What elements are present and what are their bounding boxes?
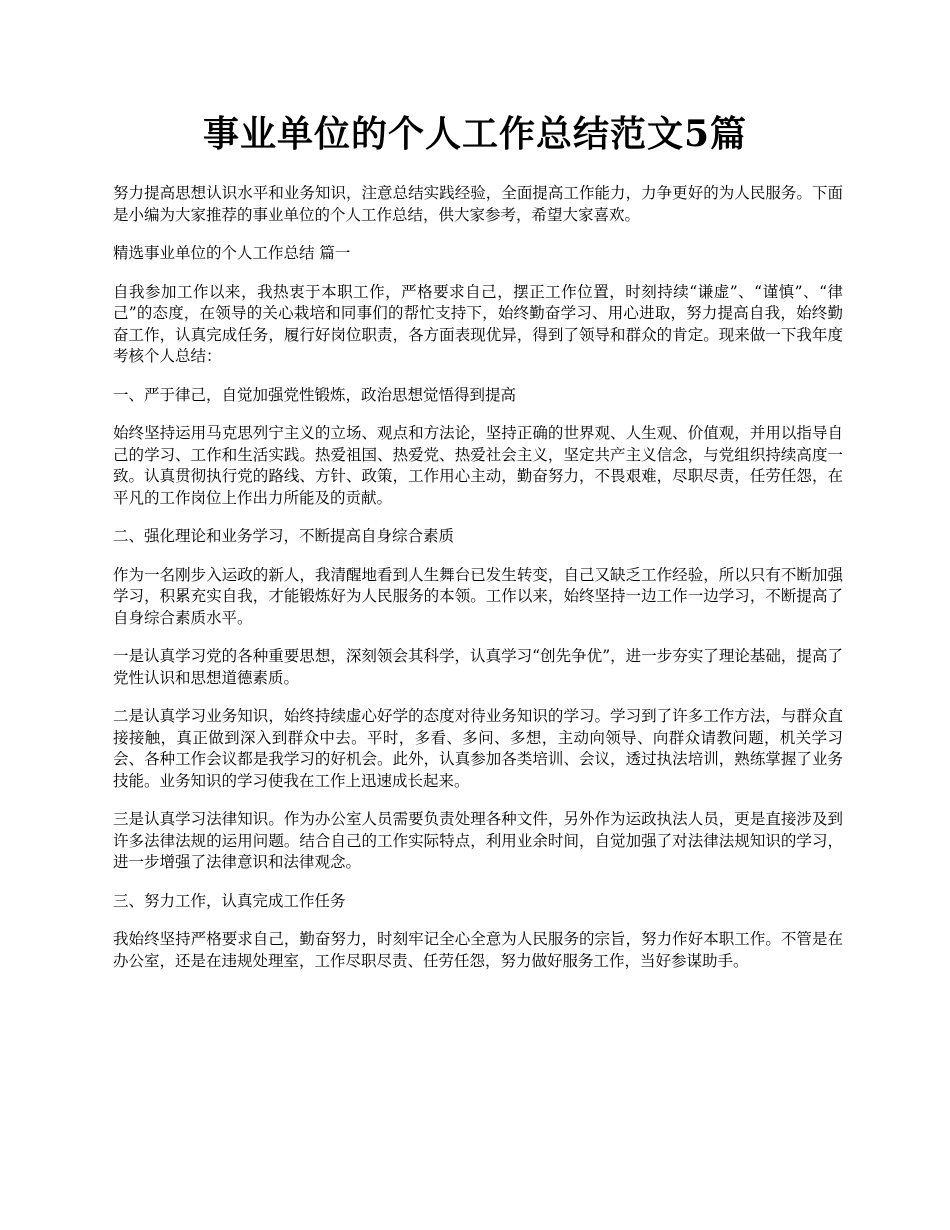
body-paragraph: 作为一名刚步入运政的新人，我清醒地看到人生舞台已发生转变，自己又缺乏工作经验，所以只有不断加强学习，积累充实自我，才能锻炼好为人民服务的本领。工作以来，始终坚持一边工作一边学习，不断提高了自身综合素质水平。 bbox=[113, 565, 843, 627]
section-heading-two: 二、强化理论和业务学习，不断提高自身综合素质 bbox=[113, 527, 455, 545]
section-heading-three: 三、努力工作，认真完成工作任务 bbox=[113, 891, 346, 910]
body-paragraph: 我始终坚持严格要求自己，勤奋努力，时刻牢记全心全意为人民服务的宗旨，努力作好本职工作。不管是在办公室，还是在违规处理室，工作尽职尽责、任劳任怨，努力做好服务工作，当好参谋助手。 bbox=[113, 930, 843, 970]
section-heading-part-one: 精选事业单位的个人工作总结 篇一 bbox=[113, 244, 351, 262]
body-paragraph: 始终坚持运用马克思列宁主义的立场、观点和方法论，坚持正确的世界观、人生观、价值观，并用以指导自己的学习、工作和生活实践。热爱祖国、热爱党、热爱社会主义，坚定共产主义信念，与党组织持续高度一致。认真贯彻执行党的路线、方针、政策，工作用心主动，勤奋努力，不畏艰难，尽职尽责，任劳任怨，在平凡的工作岗位上作出力所能及的贡献。 bbox=[113, 424, 843, 507]
document-body bbox=[113, 183, 843, 989]
intro-paragraph: 努力提高思想认识水平和业务知识，注意总结实践经验，全面提高工作能力，力争更好的为人民服务。下面是小编为大家推荐的事业单位的个人工作总结，供大家参考，希望大家喜欢。 bbox=[113, 184, 843, 224]
body-paragraph: 一是认真学习党的各种重要思想，深刻领会其科学，认真学习“创先争优”，进一步夯实了理论基础，提高了党性认识和思想道德素质。 bbox=[113, 647, 843, 687]
body-paragraph: 自我参加工作以来，我热衷于本职工作，严格要求自己，摆正工作位置，时刻持续“谦虚”、“谨慎”、“律己”的态度，在领导的关心栽培和同事们的帮忙支持下，始终勤奋学习、用心进取，努力提高自我，始终勤奋工作，认真完成任务，履行好岗位职责，各方面表现优异，得到了领导和群众的肯定。现来做一下我年度考核个人总结： bbox=[113, 282, 843, 365]
body-paragraph: 二是认真学习业务知识，始终持续虚心好学的态度对待业务知识的学习。学习到了许多工作方法，与群众直接接触，真正做到深入到群众中去。平时，多看、多问、多想，主动向领导、向群众请教问题，机关学习会、各种工作会议都是我学习的好机会。此外，认真参加各类培训、会议，透过执法培训，熟练掌握了业务技能。业务知识的学习使我在工作上迅速成长起来。 bbox=[113, 707, 843, 790]
body-paragraph: 三是认真学习法律知识。作为办公室人员需要负责处理各种文件，另外作为运政执法人员，更是直接涉及到许多法律法规的运用问题。结合自己的工作实际特点，利用业余时间，自觉加强了对法律法规知识的学习，进一步增强了法律意识和法律观念。 bbox=[113, 810, 843, 871]
section-heading-one: 一、严于律己，自觉加强党性锻炼，政治思想觉悟得到提高 bbox=[113, 385, 517, 404]
document-title: 事业单位的个人工作总结范文5篇 bbox=[202, 113, 748, 155]
